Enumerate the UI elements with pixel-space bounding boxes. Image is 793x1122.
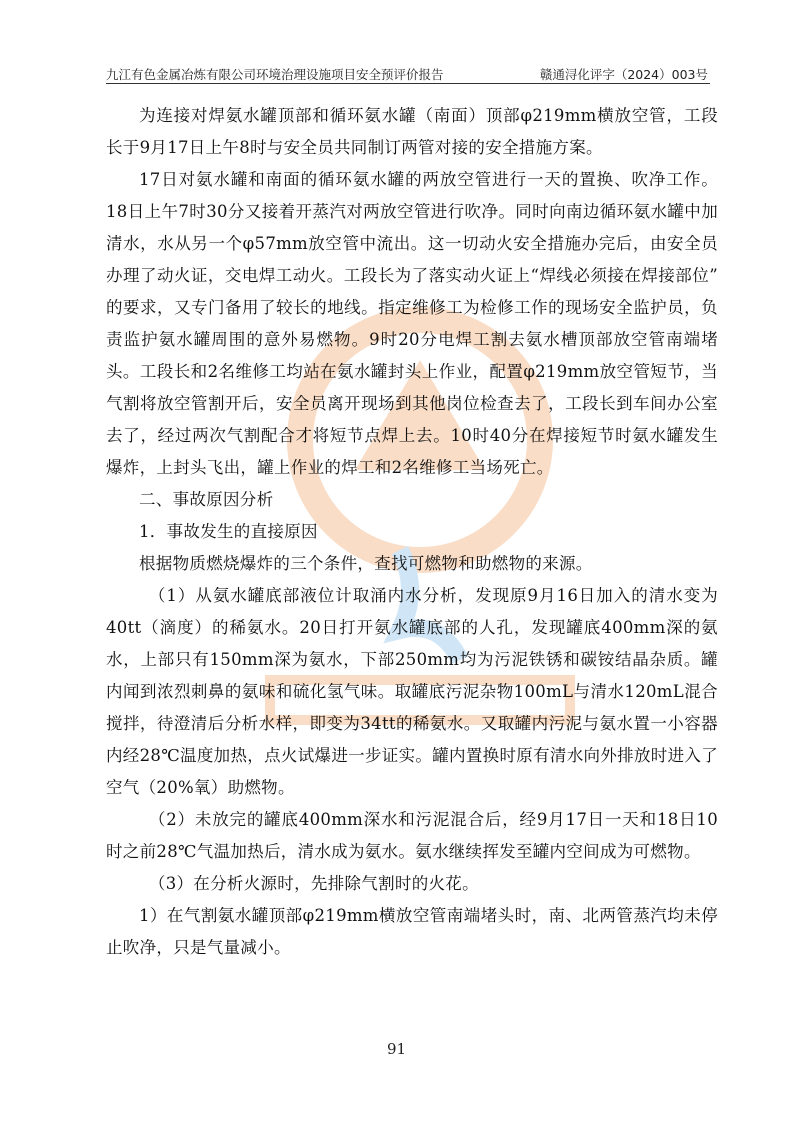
page-header <box>106 63 708 83</box>
document-body <box>106 100 718 964</box>
paragraph-item-1: （1）从氨水罐底部液位计取涌内水分析，发现原9月16日加入的清水变为40tt（滴度）的稀氨水。20日打开氨水罐底部的人孔，发现罐底400mm深的氨水，上部只有150mm深为氨水，下部250mm均为污泥铁锈和碳铵结晶杂质。罐内闻到浓烈刺鼻的氨味和硫化氢气味。取罐底污泥杂物100mL与清水120mL混合搅拌，待澄清后分析水样，即变为34tt的稀氨水。又取罐内污泥与氨水置一小容器内经28℃温度加热，点火试爆进一步证实。罐内置换时原有清水向外排放时进入了空气（20%氧）助燃物。 <box>106 586 718 797</box>
section-heading: 二、事故原因分析 <box>139 490 274 509</box>
header-divider <box>106 83 710 84</box>
paragraph-2: 17日对氨水罐和南面的循环氨水罐的两放空管进行一天的置换、吹净工作。18日上午7时30分又接着开蒸汽对两放空管进行吹净。同时向南边循环氨水罐中加清水，水从另一个φ57mm放空管中流出。这一切动火安全措施办完后，由安全员办理了动火证，交电焊工动火。工段长为了落实动火证上“焊线必须接在焊接部位” 的要求，又专门备用了较长的地线。指定维修工为检修工作的现场安全监护员，负责监护氨水罐周围的意外易燃物。9时20分电焊工割去氨水槽顶部放空管南端堵头。工段长和2名维修工均站在氨水罐封头上作业，配置φ219mm放空管短节，当气割将放空管割开后，安全员离开现场到其他岗位检查去了，工段长到车间办公室去了，经过两次气割配合才将短节点焊上去。10时40分在焊接短节时氨水罐发生爆炸，上封头飞出，罐上作业的焊工和2名维修工当场死亡。 <box>106 170 718 477</box>
report-title: 九江有色金属冶炼有限公司环境治理设施项目安全预评价报告 <box>106 67 444 82</box>
paragraph-3: 根据物质燃烧爆炸的三个条件，查找可燃物和助燃物的来源。 <box>139 554 593 573</box>
document-number: 赣通浔化评字（2024）003号 <box>539 67 708 82</box>
page-number: 91 <box>386 1040 407 1058</box>
paragraph-1: 为连接对焊氨水罐顶部和循环氨水罐（南面）顶部φ219mm横放空管，工段长于9月17日上午8时与安全员共同制订两管对接的安全措施方案。 <box>106 106 718 157</box>
paragraph-subitem-1: 1）在气割氨水罐顶部φ219mm横放空管南端堵头时，南、北两管蒸汽均未停止吹净，只是气量减小。 <box>106 906 718 957</box>
paragraph-item-2: （2）未放完的罐底400mm深水和污泥混合后，经9月17日一天和18日10时之前28℃气温加热后，清水成为氨水。氨水继续挥发至罐内空间成为可燃物。 <box>106 810 718 861</box>
paragraph-item-3: （3）在分析火源时，先排除气割时的火花。 <box>148 874 479 893</box>
subsection-heading: 1．事故发生的直接原因 <box>139 522 318 541</box>
